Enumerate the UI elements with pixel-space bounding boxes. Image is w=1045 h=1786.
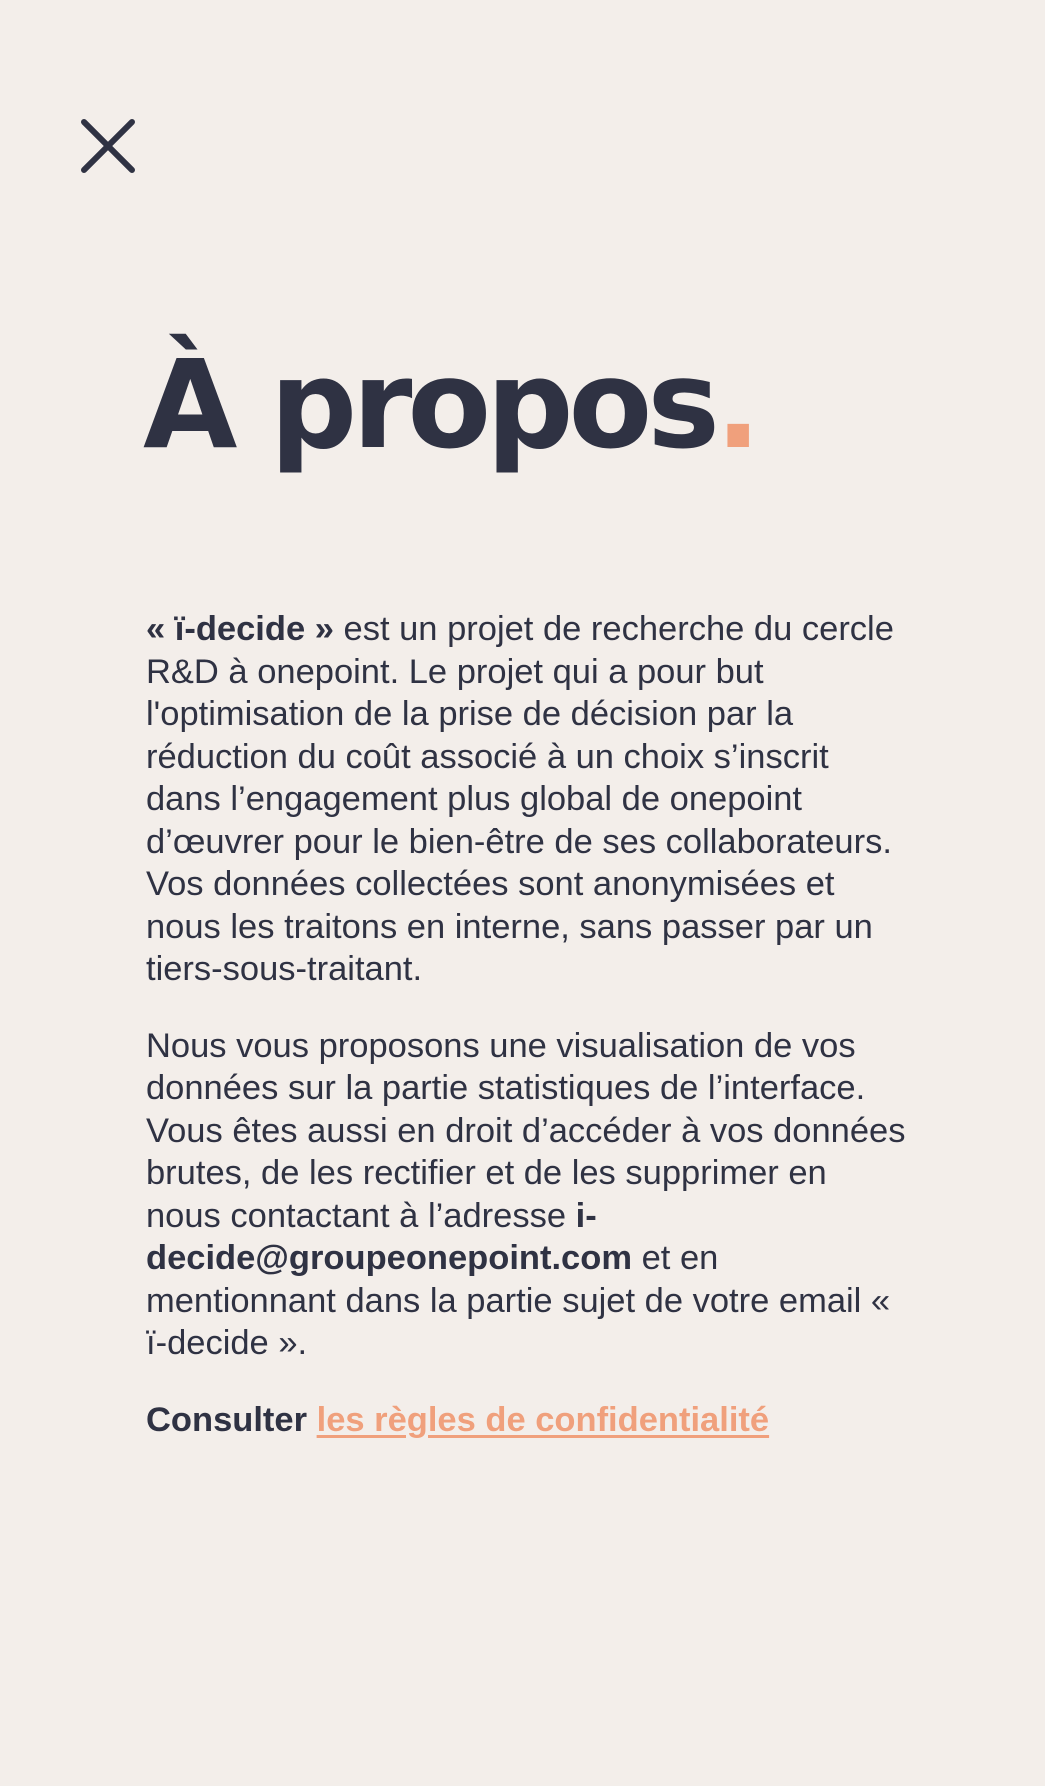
page-title-text: À propos bbox=[143, 334, 715, 476]
close-icon bbox=[80, 118, 136, 174]
project-name: « ï-decide » bbox=[146, 610, 334, 648]
intro-text: est un projet de recherche du cercle R&D à onepoint. Le projet qui a pour but l'optimisation de la prise de décision par la réduction du coût associé à un choix s’inscrit dans l’engagement plus global de onepoint d’œuvrer pour le bien-être de ses collaborateurs. Vos données collectées sont anonymisées et nous les traitons en interne, sans passer par un tiers-sous-traitant. bbox=[146, 610, 894, 988]
consult-label: Consulter bbox=[146, 1400, 317, 1439]
about-content bbox=[146, 608, 906, 1441]
page-title bbox=[143, 332, 761, 478]
data-rights-text-end: et en mentionnant dans la partie sujet de votre email « ï-decide ». bbox=[146, 1239, 891, 1362]
privacy-policy-link[interactable]: les règles de confidentialité bbox=[316, 1400, 770, 1439]
about-paragraph-intro bbox=[146, 608, 906, 991]
contact-email: i-decide@groupeonepoint.com bbox=[146, 1196, 632, 1277]
close-button[interactable] bbox=[80, 118, 136, 174]
data-rights-text: Nous vous proposons une visualisation de vos données sur la partie statistiques de l’interface. Vous êtes aussi en droit d’accéder à vos données brutes, de les rectifier et de les supprimer en nous contactant à l’adresse bbox=[146, 1026, 906, 1235]
page-title-dot: . bbox=[714, 334, 762, 476]
about-paragraph-data-rights bbox=[146, 1025, 906, 1365]
about-paragraph-privacy bbox=[146, 1399, 906, 1442]
